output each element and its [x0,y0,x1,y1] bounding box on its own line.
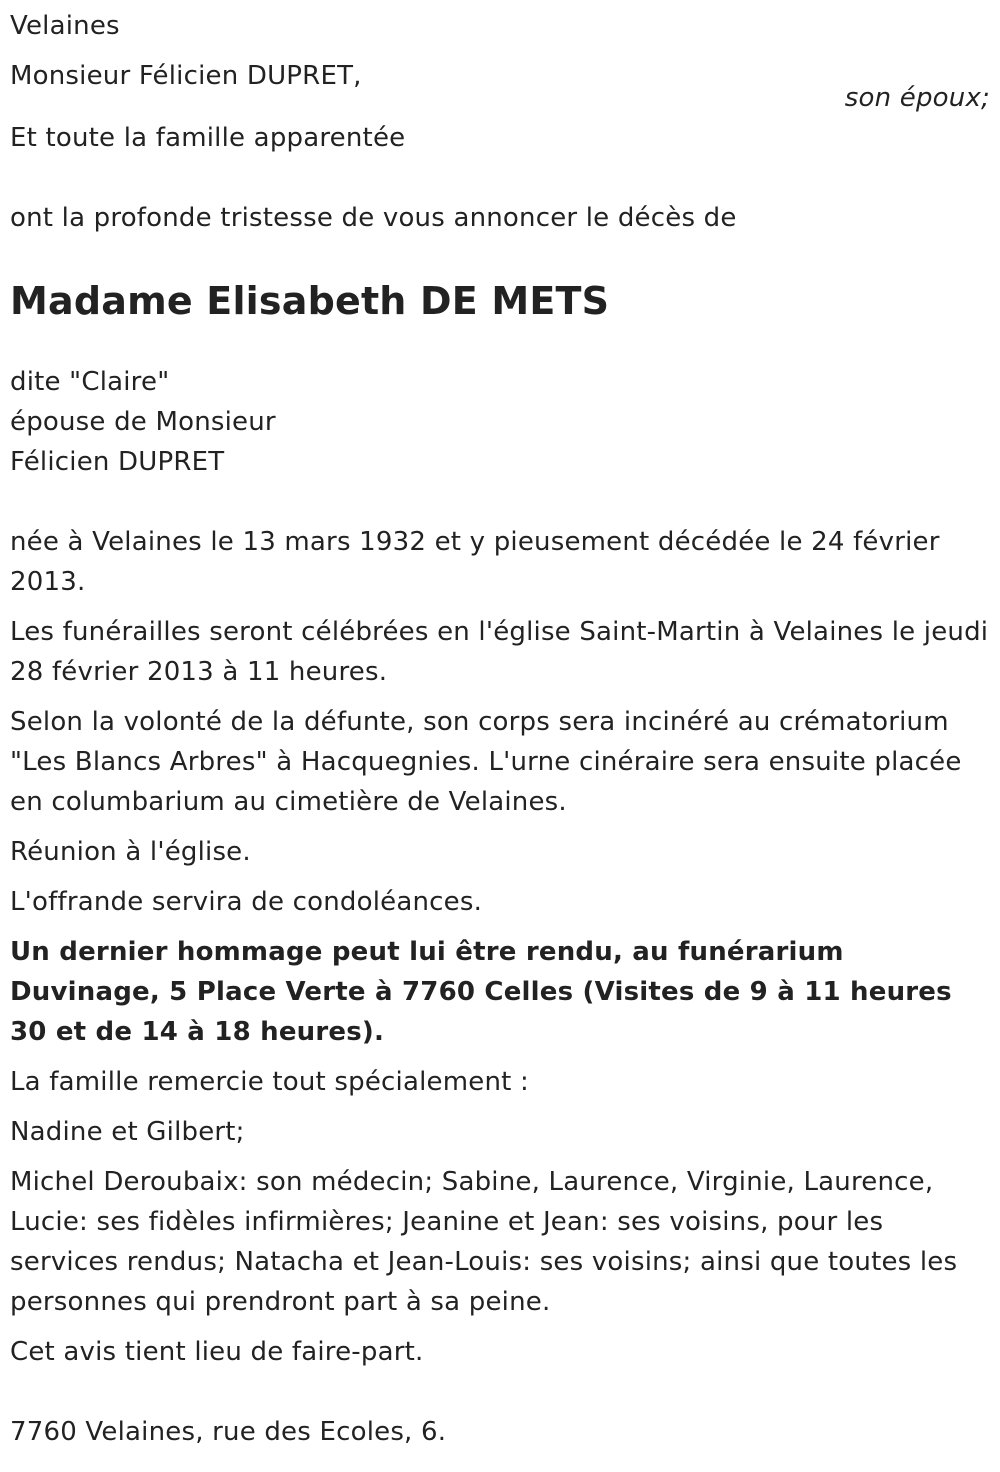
tribute-paragraph: Un dernier hommage peut lui être rendu, au funérarium Duvinage, 5 Place Verte à 7760 Celles (Visites de 9 à 11 heures 30 et de 14 à 18 heures). [10,937,952,1047]
thanks-item-1: Nadine et Gilbert; [10,1117,245,1147]
deceased-nickname: dite "Claire" [10,367,170,397]
family-rest: Et toute la famille apparentée [10,123,406,153]
family-member-role: son époux; [844,83,990,113]
birth-death-paragraph: née à Velaines le 13 mars 1932 et y pieusement décédée le 24 février 2013. [10,527,940,597]
deceased-spouse-line1: épouse de Monsieur [10,407,276,437]
thanks-item-2: Michel Deroubaix: son médecin; Sabine, Laurence, Virginie, Laurence, Lucie: ses fidèles infirmières; Jeanine et Jean: ses voisins, pour les services rendus; Natacha et Jean-Louis: ses voisins; ainsi que toutes les personnes qui prendront part à sa peine. [10,1167,958,1317]
family-member-name: Monsieur Félicien DUPRET, [10,61,362,91]
obituary-notice [0,6,1000,1472]
notice-paragraph: Cet avis tient lieu de faire-part. [10,1337,424,1367]
address-line: 7760 Velaines, rue des Ecoles, 6. [10,1417,447,1447]
offering-paragraph: L'offrande servira de condoléances. [10,887,483,917]
meeting-paragraph: Réunion à l'église. [10,837,251,867]
family-member-row [10,56,990,113]
thanks-intro: La famille remercie tout spécialement : [10,1067,529,1097]
funeral-paragraph: Les funérailles seront célébrées en l'église Saint-Martin à Velaines le jeudi 28 février 2013 à 11 heures. [10,617,989,687]
place-heading: Velaines [10,11,120,41]
deceased-spouse-line2: Félicien DUPRET [10,447,225,477]
cremation-paragraph: Selon la volonté de la défunte, son corps sera incinéré au crématorium "Les Blancs Arbres" à Hacquegnies. L'urne cinéraire sera ensuite placée en columbarium au cimetière de Velaines. [10,707,962,817]
deceased-name: Madame Elisabeth DE METS [10,279,610,323]
announcement-text: ont la profonde tristesse de vous annoncer le décès de [10,203,737,233]
